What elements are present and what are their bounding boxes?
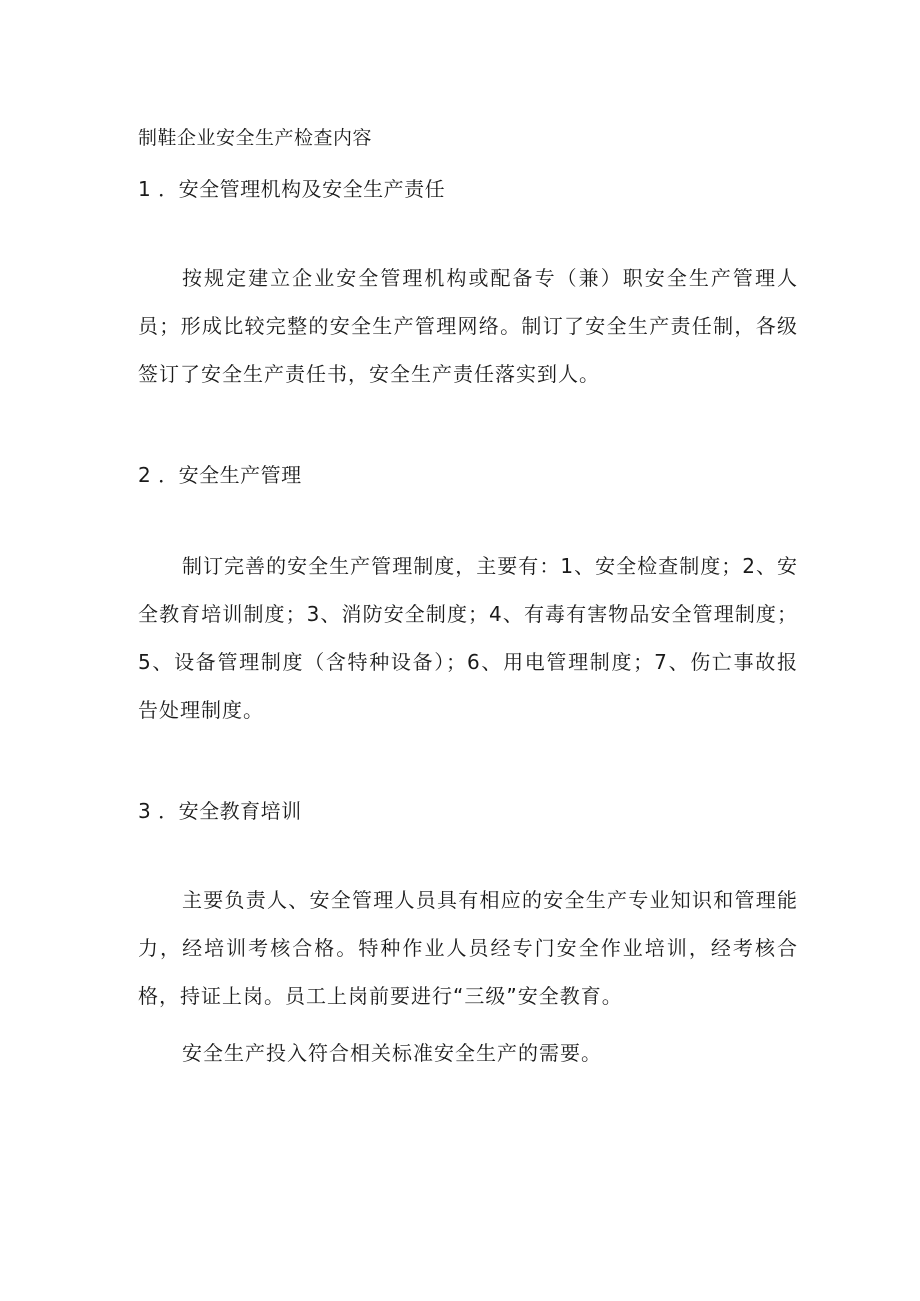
section-paragraph-2: 制订完善的安全生产管理制度，主要有：1、安全检查制度；2、安全教育培训制度；3、消防安全制度；4、有毒有害物品安全管理制度；5、设备管理制度（含特种设备）；6、用电管理制度；7、伤亡事故报告处理制度。 — [138, 554, 798, 722]
section-paragraph-1: 按规定建立企业安全管理机构或配备专（兼）职安全生产管理人员；形成比较完整的安全生产管理网络。制订了安全生产责任制，各级签订了安全生产责任书，安全生产责任落实到人。 — [138, 266, 798, 386]
section-heading-2: 2 ．安全生产管理 — [138, 463, 302, 487]
section-heading-3: 3 ．安全教育培训 — [138, 799, 302, 823]
closing-paragraph: 安全生产投入符合相关标准安全生产的需要。 — [182, 1041, 602, 1065]
section-paragraph-3: 主要负责人、安全管理人员具有相应的安全生产专业知识和管理能力，经培训考核合格。特种作业人员经专门安全作业培训，经考核合格，持证上岗。员工上岗前要进行“三级”安全教育。 — [138, 888, 798, 1008]
section-heading-1: 1 ．安全管理机构及安全生产责任 — [138, 177, 446, 201]
document-title: 制鞋企业安全生产检查内容 — [138, 127, 373, 149]
